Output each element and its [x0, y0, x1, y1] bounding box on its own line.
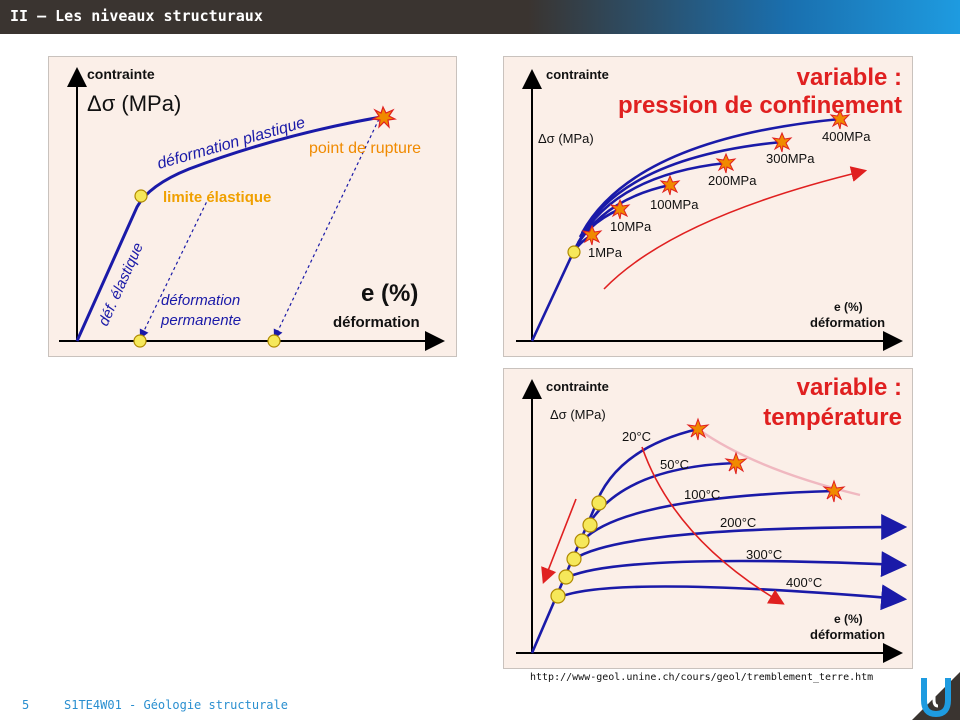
- x-label-top: e (%): [834, 612, 863, 626]
- page-number: 5: [22, 698, 30, 712]
- header-bar: [0, 0, 960, 34]
- curve-400C: [560, 586, 902, 599]
- title-line-2: pression de confinement: [617, 92, 902, 119]
- x-label-bottom: déformation: [810, 315, 886, 330]
- curve-1MPa: [532, 235, 592, 341]
- slide-title: II – Les niveaux structuraux: [10, 7, 263, 25]
- elastic-label: déf. élastique: [95, 240, 147, 329]
- yield-point: [135, 190, 147, 202]
- y-label-bottom: Δσ (MPa): [538, 131, 594, 146]
- title-line-1: variable :: [796, 64, 902, 91]
- y-label-top: contrainte: [546, 379, 609, 394]
- yield-label: limite élastique: [163, 189, 272, 206]
- x-label-top: e (%): [361, 280, 419, 307]
- label-200C: 200°C: [720, 515, 757, 530]
- label-400C: 400°C: [786, 575, 823, 590]
- label-1MPa: 1MPa: [588, 245, 622, 260]
- course-name: S1TE4W01 - Géologie structurale: [64, 698, 288, 712]
- label-100C: 100°C: [684, 487, 721, 502]
- curve-200C: [574, 527, 902, 559]
- permanent-point-2: [268, 335, 280, 347]
- diagram-stress-strain: [48, 56, 457, 357]
- rupture-star: [373, 107, 395, 127]
- university-logo-icon: [912, 672, 960, 720]
- label-20C: 20°C: [622, 429, 652, 444]
- label-100MPa: 100MPa: [650, 197, 699, 212]
- source-url[interactable]: http://www-geol.unine.ch/cours/geol/tremblement_terre.htm: [530, 672, 874, 683]
- permanent-label-2: permanente: [161, 312, 242, 329]
- rupture-label: point de rupture: [309, 140, 422, 157]
- label-10MPa: 10MPa: [610, 219, 652, 234]
- label-400MPa: 400MPa: [822, 129, 871, 144]
- permanent-label-1: déformation: [161, 292, 241, 309]
- label-300C: 300°C: [746, 547, 783, 562]
- curve-300C: [568, 561, 902, 577]
- title-line-2: température: [763, 404, 902, 431]
- label-200MPa: 200MPa: [708, 173, 757, 188]
- trend-arrow-yield: [544, 499, 576, 581]
- y-label-top: contrainte: [546, 67, 609, 82]
- y-label-top: contrainte: [87, 66, 155, 82]
- permanent-point-1: [134, 335, 146, 347]
- yield-point: [568, 246, 580, 258]
- x-label-bottom: déformation: [333, 314, 420, 331]
- title-line-1: variable :: [796, 374, 902, 401]
- y-label-bottom: Δσ (MPa): [87, 91, 182, 116]
- label-50C: 50°C: [660, 457, 690, 472]
- label-300MPa: 300MPa: [766, 151, 815, 166]
- x-label-top: e (%): [834, 300, 863, 314]
- y-label-bottom: Δσ (MPa): [550, 407, 606, 422]
- diagram-confining-pressure: [503, 56, 913, 357]
- diagram-temperature: [503, 368, 913, 669]
- x-label-bottom: déformation: [810, 627, 886, 642]
- plastic-label: déformation plastique: [155, 114, 308, 173]
